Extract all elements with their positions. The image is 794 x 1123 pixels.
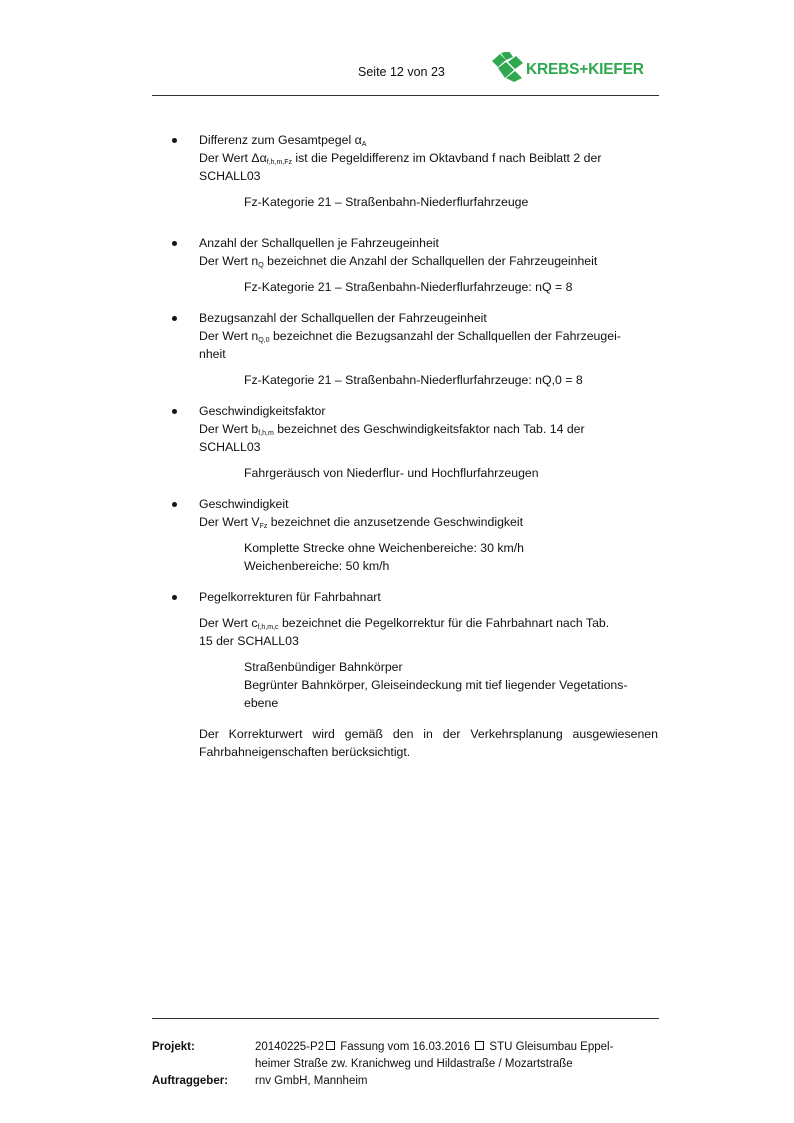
item-description-line2: 15 der SCHALL03 <box>199 634 299 648</box>
bullet-icon <box>172 241 177 246</box>
list-item <box>152 234 662 296</box>
project-label: Projekt: <box>152 1041 195 1053</box>
client-value: rnv GmbH, Mannheim <box>255 1075 368 1087</box>
item-title: Anzahl der Schallquellen je Fahrzeugeinheit <box>199 236 439 250</box>
project-title-line2: heimer Straße zw. Kranichweg und Hildastraße / Mozartstraße <box>255 1058 573 1070</box>
item-description-subscript: f,h,m <box>258 430 274 437</box>
logo-mark-icon <box>492 52 524 82</box>
item-detail: Fz-Kategorie 21 – Straßenbahn-Niederflurfahrzeuge <box>244 195 529 209</box>
bullet-icon <box>172 138 177 143</box>
item-description-subscript: f,h,m,Fz <box>266 159 292 166</box>
list-item <box>152 402 662 482</box>
separator-square-icon <box>326 1041 335 1050</box>
project-version: Fassung vom 16.03.2016 <box>337 1041 474 1053</box>
footer-divider <box>152 1018 659 1019</box>
item-description-subscript: Q,0 <box>258 337 270 344</box>
page-footer <box>152 1039 662 1090</box>
item-detail: Weichenbereiche: 50 km/h <box>244 559 390 573</box>
item-detail: Straßenbündiger Bahnkörper <box>244 660 403 674</box>
bullet-icon <box>172 409 177 414</box>
item-detail: Begrünter Bahnkörper, Gleiseindeckung mit tief liegender Vegetations- <box>244 678 628 692</box>
item-title: Geschwindigkeit <box>199 497 289 511</box>
document-body <box>152 131 662 761</box>
item-description: Der Wert b <box>199 422 259 436</box>
item-description-continued: bezeichnet die Anzahl der Schallquellen der Fahrzeugeinheit <box>263 254 598 268</box>
item-description-continued: bezeichnet die Pegelkorrektur für die Fahrbahnart nach Tab. <box>278 616 610 630</box>
item-description-continued: bezeichnet die Bezugsanzahl der Schallquellen der Fahrzeugei- <box>269 329 621 343</box>
project-id: 20140225-P2 <box>255 1041 325 1053</box>
item-description: Der Wert n <box>199 254 259 268</box>
header-divider <box>152 95 659 96</box>
item-description-subscript: Q <box>258 262 264 269</box>
company-logo <box>492 52 662 86</box>
closing-paragraph: Der Korrekturwert wird gemäß den in der Verkehrsplanung ausgewiesenen Fahrbahneigenschaften berücksichtigt. <box>199 727 658 759</box>
item-description-continued: ist die Pegeldifferenz im Oktavband f nach Beiblatt 2 der <box>292 151 602 165</box>
item-description-continued: bezeichnet die anzusetzende Geschwindigkeit <box>267 515 524 529</box>
item-title: Differenz zum Gesamtpegel α <box>199 133 362 147</box>
separator-square-icon <box>475 1041 484 1050</box>
list-item <box>152 309 662 389</box>
bullet-icon <box>172 316 177 321</box>
list-item <box>152 131 662 211</box>
list-item <box>152 588 662 712</box>
item-title: Geschwindigkeitsfaktor <box>199 404 326 418</box>
item-description-line2: SCHALL03 <box>199 169 261 183</box>
project-title: STU Gleisumbau Eppel- <box>486 1041 614 1053</box>
item-title-subscript: A <box>361 141 367 148</box>
item-description-line2: SCHALL03 <box>199 440 261 454</box>
item-description: Der Wert n <box>199 329 259 343</box>
list-item <box>152 495 662 575</box>
item-detail: Komplette Strecke ohne Weichenbereiche: 30 km/h <box>244 541 525 555</box>
logo-wordmark: KREBS+KIEFER <box>526 61 644 78</box>
item-detail: Fahrgeräusch von Niederflur- und Hochflurfahrzeugen <box>244 466 539 480</box>
item-description: Der Wert c <box>199 616 258 630</box>
bullet-icon <box>172 502 177 507</box>
client-label: Auftraggeber: <box>152 1075 229 1087</box>
page-number: Seite 12 von 23 <box>358 65 445 79</box>
item-description-subscript: f,h,m,c <box>257 624 279 631</box>
item-title: Pegelkorrekturen für Fahrbahnart <box>199 590 381 604</box>
item-detail: Fz-Kategorie 21 – Straßenbahn-Niederflurfahrzeuge: nQ,0 = 8 <box>244 373 583 387</box>
bullet-icon <box>172 595 177 600</box>
item-description: Der Wert V <box>199 515 260 529</box>
item-description: Der Wert Δα <box>199 151 267 165</box>
item-description-line2: nheit <box>199 347 226 361</box>
item-description-subscript: Fz <box>259 523 268 530</box>
item-detail: Fz-Kategorie 21 – Straßenbahn-Niederflurfahrzeuge: nQ = 8 <box>244 280 573 294</box>
item-detail: ebene <box>244 696 279 710</box>
item-title: Bezugsanzahl der Schallquellen der Fahrzeugeinheit <box>199 311 487 325</box>
item-description-continued: bezeichnet des Geschwindigkeitsfaktor nach Tab. 14 der <box>273 422 585 436</box>
